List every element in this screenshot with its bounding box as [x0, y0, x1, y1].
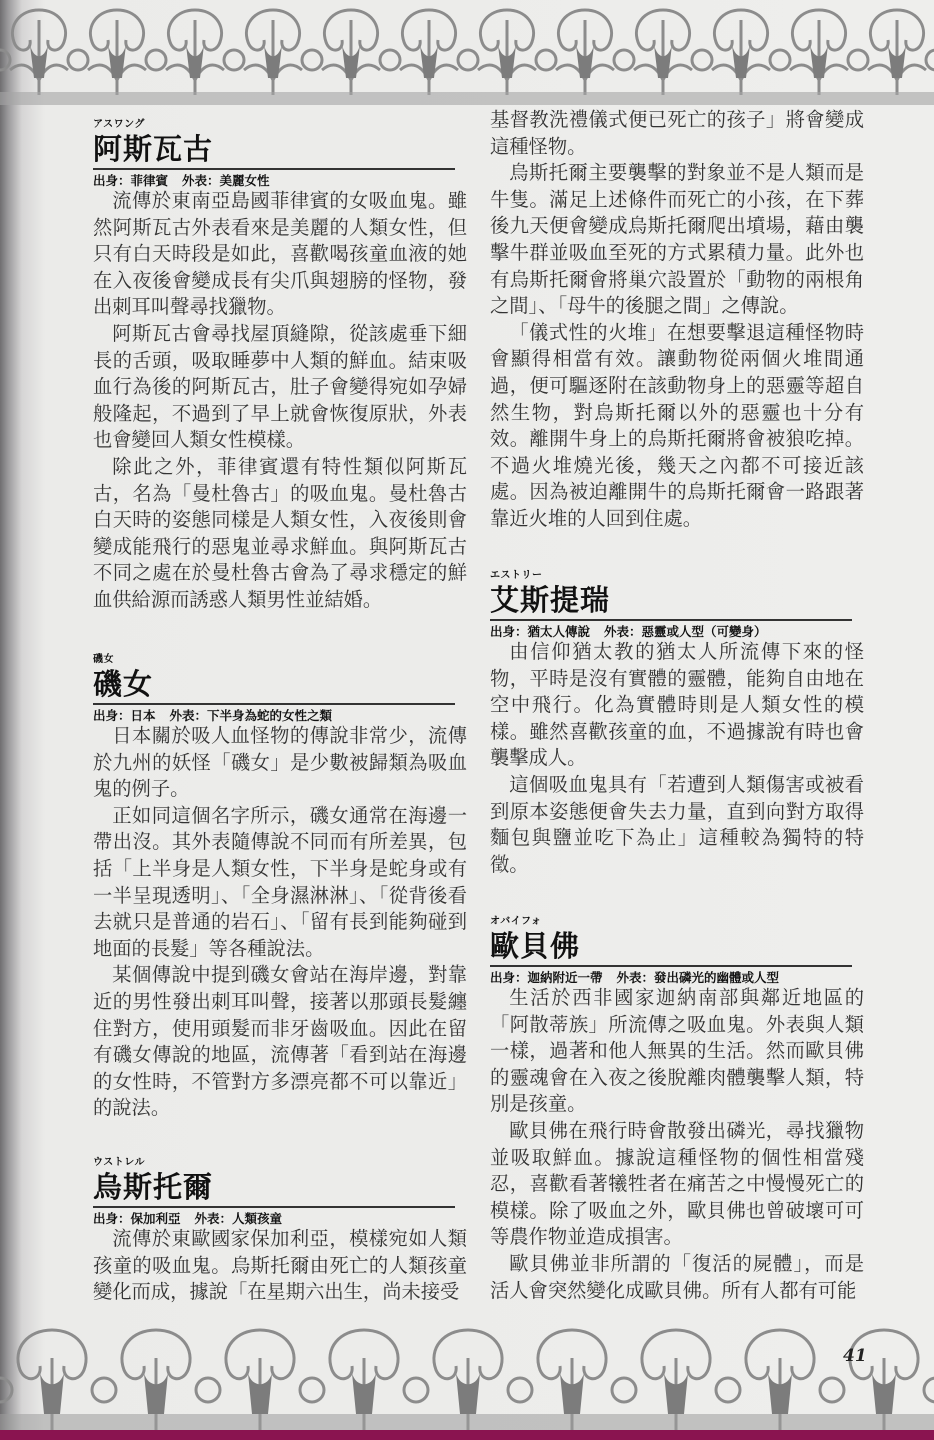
paragraph: 由信仰猶太教的猶太人所流傳下來的怪物，平時是沒有實體的靈體，能夠自由地在空中飛行。化為實體時則是人類女性的模樣。雖然喜歡孩童的血，不過據說有時也會襲擊成人。: [490, 640, 864, 770]
paragraph: 正如同這個名字所示，磯女通常在海邊一帶出沒。其外表隨傳說不同而有所差異，包括「上半身是人類女性，下半身是蛇身或有一半呈現透明」、「全身濕淋淋」、「從背後看去就只是普通的岩石」、「留有長到能夠碰到地面的長髮」等各種說法。: [93, 803, 467, 960]
paragraph: 生活於西非國家迦納南部與鄰近地區的「阿散蒂族」所流傳之吸血鬼。外表與人類一樣，過著和他人無異的生活。然而歐貝佛的靈魂會在入夜之後脫離肉體襲擊人類，特別是孩童。: [490, 986, 864, 1116]
entry-kana: オバイフォ: [490, 916, 542, 927]
paragraph: 流傳於東南亞島國菲律賓的女吸血鬼。雖然阿斯瓦古外表看來是美麗的人類女性，但只有白天時段是如此，喜歡喝孩童血液的她在入夜後會變成長有尖爪與翅膀的怪物，發出刺耳叫聲尋找獵物。: [93, 189, 467, 319]
entry-meta: [490, 970, 864, 985]
entry-appearance: 外表：惡靈或人型（可變身）: [604, 624, 767, 639]
entry-title: 磯女: [93, 667, 154, 701]
paragraph: 歐貝佛並非所謂的「復活的屍體」，而是活人會突然變化成歐貝佛。所有人都有可能: [490, 1251, 864, 1302]
title-rule: [93, 1206, 455, 1208]
title-rule: [490, 965, 852, 967]
entry-obayifo: [490, 915, 864, 1304]
paragraph: 歐貝佛在飛行時會散發出磷光，尋找獵物並吸取鮮血。據說這種怪物的個性相當殘忍，喜歡看著犧牲者在痛苦之中慢慢死亡的模樣。除了吸血之外，歐貝佛也曾破壞可可等農作物並造成損害。: [490, 1118, 864, 1249]
entry-kana: アスワング: [93, 119, 145, 130]
entry-origin: 出身：迦納附近一帶: [490, 970, 603, 985]
entry-origin: 出身：猶太人傳說: [490, 624, 591, 639]
entry-appearance: 外表：美麗女性: [182, 173, 270, 188]
paragraph: 「儀式性的火堆」在想要擊退這種怪物時會顯得相當有效。讓動物從兩個火堆間通過，便可驅逐附在該動物身上的惡靈等超自然生物，對烏斯托爾以外的惡靈也十分有效。離開牛身上的烏斯托爾將會被狼吃掉。不過火堆燒光後，幾天之內都不可接近該處。因為被迫離開牛的烏斯托爾會一路跟著靠近火堆的人回到住處。: [490, 320, 864, 530]
entry-meta: [490, 624, 864, 639]
entry-iso-onna: [93, 653, 467, 1122]
entry-title: 歐貝佛: [490, 929, 581, 963]
ornamental-border-top: [0, 0, 934, 105]
paragraph: 這個吸血鬼具有「若遭到人類傷害或被看到原本姿態便會失去力量，直到向對方取得麵包與鹽並吃下為止」這種較為獨特的特徵。: [490, 772, 864, 876]
page-number: 41: [843, 1346, 867, 1366]
entry-kana: 磯女: [93, 654, 114, 665]
paragraph: 阿斯瓦古會尋找屋頂縫隙，從該處垂下細長的舌頭，吸取睡夢中人類的鮮血。結束吸血行為後的阿斯瓦古，肚子會變得宛如孕婦般隆起，不過到了早上就會恢復原狀，外表也會變回人類女性模樣。: [93, 321, 467, 452]
entry-meta: [93, 173, 467, 188]
entry-estrie: [490, 569, 864, 878]
paragraph: 烏斯托爾主要襲擊的對象並不是人類而是牛隻。滿足上述條件而死亡的小孩，在下葬後九天便會變成烏斯托爾爬出墳場，藉由襲擊牛群並吸血至死的方式累積力量。此外也有烏斯托爾會將巢穴設置於「動物的兩根角之間」、「母牛的後腿之間」之傳說。: [490, 161, 864, 318]
entry-appearance: 外表：發出磷光的幽體或人型: [616, 970, 780, 985]
title-rule: [490, 619, 852, 621]
paragraph: 流傳於東歐國家保加利亞，模樣宛如人類孩童的吸血鬼。烏斯托爾由死亡的人類孩童變化而成，據說「在星期六出生，尚未接受: [93, 1227, 467, 1304]
title-rule: [93, 168, 455, 170]
title-rule: [93, 703, 455, 705]
entry-aswang: [93, 118, 467, 614]
entry-origin: 出身：保加利亞: [93, 1211, 181, 1226]
bottom-color-strip: [0, 1430, 934, 1440]
entry-title: 艾斯提瑞: [490, 583, 611, 617]
entry-kana: ウストレル: [93, 1157, 145, 1168]
entry-appearance: 外表：下半身為蛇的女性之類: [169, 708, 333, 723]
entry-appearance: 外表：人類孩童: [194, 1211, 283, 1226]
entry-ustrel: [93, 1156, 467, 1306]
paragraph: 除此之外，菲律賓還有特性類似阿斯瓦古，名為「曼杜魯古」的吸血鬼。曼杜魯古白天時的姿態同樣是人類女性，入夜後則會變成能飛行的惡鬼並尋求鮮血。與阿斯瓦古不同之處在於曼杜魯古會為了尋求穩定的鮮血供給源而誘惑人類男性並結婚。: [93, 454, 467, 611]
paragraph: 基督教洗禮儀式便已死亡的孩子」將會變成這種怪物。: [490, 108, 864, 158]
entry-title: 烏斯托爾: [93, 1170, 214, 1204]
entry-meta: [93, 708, 467, 723]
ornamental-border-bottom: [0, 1318, 934, 1432]
ustrel-continuation: [490, 107, 864, 533]
entry-origin: 出身：日本: [93, 708, 156, 723]
paragraph: 日本關於吸人血怪物的傳說非常少，流傳於九州的妖怪「磯女」是少數被歸類為吸血鬼的例子。: [93, 724, 467, 801]
entry-meta: [93, 1211, 467, 1226]
entry-title: 阿斯瓦古: [93, 132, 214, 166]
entry-kana: エストリー: [490, 570, 543, 581]
entry-origin: 出身：菲律賓: [93, 173, 169, 188]
paragraph: 某個傳說中提到磯女會站在海岸邊，對靠近的男性發出刺耳叫聲，接著以那頭長髮纏住對方，使用頭髮而非牙齒吸血。因此在留有磯女傳說的地區，流傳著「看到站在海邊的女性時，不管對方多漂亮都不可以靠近」的說法。: [93, 963, 467, 1120]
